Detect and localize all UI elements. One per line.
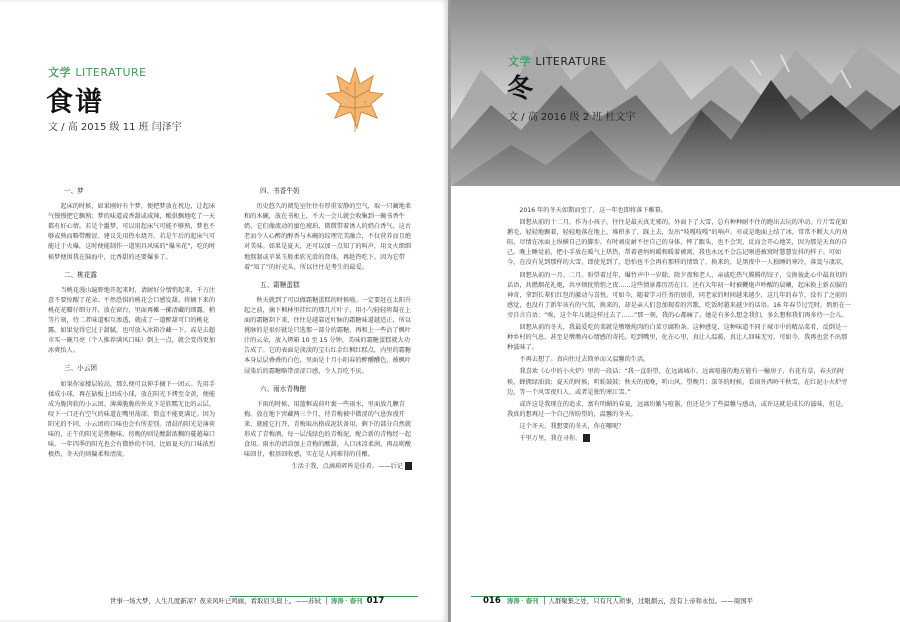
body-paragraph [48,380,218,461]
body-paragraph [244,296,412,377]
article-title: 冬 [507,74,536,104]
body-paragraph [507,367,851,397]
body-paragraph [507,206,851,216]
footer-brand: 涛涛 [330,597,344,605]
section-heading: 六、雨水青梅酿 [260,384,307,393]
footer-brand: 涛涛 [506,597,520,605]
author-line: 文 / 高 2015 级 11 班 闫泽宇 [48,122,182,133]
section-heading: 五、霜糖蛋糕 [260,280,300,289]
body-paragraph [507,422,851,432]
right-page [451,0,900,622]
body-paragraph [507,271,851,321]
article-title: 食谱 [46,87,104,118]
body-paragraph [507,218,851,268]
paragraph-text: 当桃花漫山遍野地开起来时，请耐好分情悄起来，千万注意不要惊醒了花朵。不然恐惧的桃花会口感发甜。将摘下来的桃花花瓣仔细分开，放在窗台，里面再摊一摞清藏的细露。稍等片刻，待二者味道相互渗透，就成了一道醉甜可口的桃花露。如果觉得它过于甜腻，也可放入冰箱冷藏一下，或是去超市买一碗月亮（个人推荐满风口味）倒上一点，就会变得更加冰爽怡人。 [48,286,216,355]
left-page [0,0,448,622]
body-paragraph [244,462,421,472]
paragraph-text: 千里万里，我在寻你。 [519,434,582,442]
maple-leaf-icon [325,62,385,134]
paragraph-text: 或许这是我现在的追求，富有明媚的春夏，远离纷繁与喧嚣，但还是少了些温馨与感动，或许这就是成长的滋味，但是，我真的想再过一个自己所盼望的，温馨的冬天。 [507,400,848,418]
paragraph-text: 2016 年的冬天如期而至了，这一年也即将落下帷幕。 [519,207,668,214]
section-heading: 三、小云团 [64,364,97,373]
body-paragraph [507,400,851,420]
page-footer: 世事一场大梦，人生几度新凉？夜来风叶已鸣廊，看取眉头鬓上。——苏轼 │ 涛涛 · 春刊 017 [110,596,385,606]
paragraph-text: 这个冬天，我想要的冬天，你在哪呢？ [519,422,625,430]
footer-issue: 春刊 [349,597,363,605]
body-paragraph [507,355,851,365]
body-paragraph [507,434,851,444]
paragraph-text: 不再去想了。真向往过去简单而又温馨的生活。 [519,356,650,364]
article-body [507,206,851,446]
end-mark-icon: ▪ [405,462,412,470]
paragraph-text: 回想从前的一月、二月。盼望着过年，爆竹声中一岁除。除夕夜和老人、亲戚吃热气腾腾的饺子，交换彼此心中最真切的话语，共燃烟花礼炮，共享烦扰悄悄之夜……这些情景都历历在目。还有大年初一时被鞭炮声吵醒的晨曦，起床换上新衣服的神奇，拿到长辈们红包的激动与喜悦。可如今，随着学习任务的加重，同老家的时间越来越少，这几年的春节，没有了之前的感觉，也没有了新年该有的气氛，换来的，却是亲人们忽加现看的宫歌，吃饭时越来越少的话语。16 年春节过完时，奶奶在一旁自言自语：“唉，这个年儿就这样过去了……”那一刻，我的心都痛了。她是有多么想念我们，多么想和我们再多待一会儿。 [507,271,851,319]
section-heading: 四、书香牛奶 [260,187,300,195]
body-paragraph [48,202,218,263]
body-paragraph [244,400,412,461]
section-heading: 二、桃花露 [64,270,97,279]
paragraph-text: 秋天就到了可以做霜糖蛋糕的时候啦。一定要赶在太阳升起之前，摘下枫林里挂红的那几片叶子，用小勺轻轻将凝在上面的霜糖刮下来，往往是越靠近叶脉的霜糖味道越适正，所以挑脉的是很好就是只选那一部分的霜糖，再和上一些沾了枫叶汁的云朵，放入烤箱 10 至 15 分钟，美味的霜糖蛋糕就大功告成了。它的表面是淡淡的宝石红金红枫红糕点，内里的霜糖本身层层叠叠的白色，里面是十月小阳春的醉醺醺色，被枫叶浸染后的霜糖略带涩涩口感，令人百吃不厌。 [244,296,412,375]
paragraph-text: 回想从前的冬天，我最爱吃的菜就是墩墩炖肉的白菜豆腐粉条。这种感觉，这种味道不同于城市中的精品菜肴，反倒是一种乡村的气息，甚至是墩墩内心情感的寄托。吃到嘴里，化在心里，真让人温暖，真让人回味无穷。可如今，我再也尝不出那种滋味了。 [507,324,848,352]
category-label: 文学 LITERATURE [48,66,147,79]
section-heading: 一、梦 [64,187,84,195]
article-column-2 [244,186,421,474]
paragraph-text: 我喜欢《心中的小火炉》里的一段话：“我一直盼望，在远离城市、远离喧嚣的地方能有一幢房子，有花有草，春天的时候，蜂拥绿油油；夏天的时候，听蛙鼓鼓；秋天的夜晚，听山风，望晚月；深冬的时候，看窗外西岭千秋雪，在红泥小火炉旁边，等一个风雪夜归人，或者是独钓寒江雪。” [507,368,848,396]
body-paragraph [48,286,218,357]
page-footer: 016 涛涛 · 春刊 │ 人群聚集之处，只有凡人琐事，过眼烟云，没有上帝和永恒。——周国平 [483,596,753,606]
author-line: 文 / 高 2016 级 2 班 杜文宇 [508,112,636,123]
paragraph-text: 起床的时候，如果刚好有个梦，便把梦放在枕边，让起床气慢慢把它飘熟；梦的味道或香甜或咸辣，醒俱飘地吃了一天都有好心情。若是个噩梦，可以用起床气可能不够熟，梦也不够或熟而略带酸涩。建议先用热水烧开。若是午后的起床气可能过于火爆，这时便能制作一道别具风味的“爆米花”，吃的时候梦便围我在脑海中，比香甜的还要爆多了。 [48,203,216,261]
article-column-1 [48,186,218,462]
footer-quote: 世事一场大梦，人生几度新凉？夜来风叶已鸣廊，看取眉头鬓上。——苏轼 [110,597,321,605]
end-mark-icon: ▪ [583,434,590,442]
paragraph-text: 如果你家楼层较高，那么便可以伸手摘下一团云。先用手揉成小球，再在砧板上团成小球，放在阳光下烤至金黄，便能成为脆肉软的小云团。薄薄脆脆的外皮下是软糯无比的云层，咬下一口还有空气的味道在嘴里荡漾。简直不能更满足。因为阳光的不同，小云团的口味也会有所差别。清晨的阳光是薄荷味的，正午的阳光是焦糖味，傍晚的则是酸甜浓稠的蔓越莓口味。一年四季的阳光也会有微妙的不同，比如夏天的口味浓烈极热，冬天的则偏柔和清淡。 [48,380,216,459]
paragraph-text: 历史悠久的阅览室往往有厚重安静的空气，取一只蔺地柔和的木碗，放在书柜上，不大一会儿就会收集到一碗书香牛奶，它们像流动的蜜色琥珀，微微带着诱人的奶白香气。这古老而令人心醉的醇香与木碗的纹理完美融合，不仅营养而且绝对美味。如果是夏天，还可以加一点知了的叫声，用文火细细地熬制或苹果玉般柔软光滑的肾体，再趁热吃下。因为它带着“知了”的好克头，所以往往是考生的最爱。 [244,203,412,271]
page-number: 017 [366,596,385,606]
category-label: 文学 LITERATURE [508,55,607,68]
paragraph-text: 下雨的时候，用篮框或荷叶裹一些雨水，里面放几颗青梅。放在地下窖藏两三个月，待青梅被中微涩的气息弥漫开来，就能它打开，青梅取出格成泥状备用，剩下的部分自然就形成了青梅酒。每一层浅绿色的青梅泥，配合新的青梅经一起食用。雨水的清凉加上青梅的酸甜，入口冰凉柔润，再品则酸味回甘，根基回收感，实在是人间难得的佳酿。 [244,400,412,459]
footer-issue: 春刊 [525,597,539,605]
footer-quote: 人群聚集之处，只有凡人琐事，过眼烟云，没有上帝和永恒。——周国平 [548,597,753,605]
paragraph-text: 生活于我，点滴琐碎皆是佳肴。——后记 [291,463,403,471]
body-paragraph [507,323,851,353]
body-paragraph [244,202,412,273]
paragraph-text: 回想从前的十二月，作为小孩子，往往是最天真无邪的。外面下了大雪，总有种种耐不住的跑出去玩的冲动。片片雪花如鹅毛，轻轻地飘着，轻轻地落在地上，堆积多了，踩上去，发出“吱嘎吱嘎”的响声。亦或是地面上结了冰，常常不断大人的劝阻，尽情在冰面上纵横自己的脚步。有时顽皮耐不住自己的身体，摔了跟头，也不会哭，反而会开心地笑，因为那是天真的自己。晚上睡觉前，把小手放在暖气上烘热，帮着爸妈妈暖和暖着被窝，我也永远不会忘记刚进被窝时慧慧发抖的样子。可如今，在没有见到那样的大雪，即使见到了，恐怕也不会再有那样的情致了，换来的，是黑夜中一人独睡的寒冷，落寞与凄凉。 [507,219,848,267]
page-number: 016 [483,596,501,606]
